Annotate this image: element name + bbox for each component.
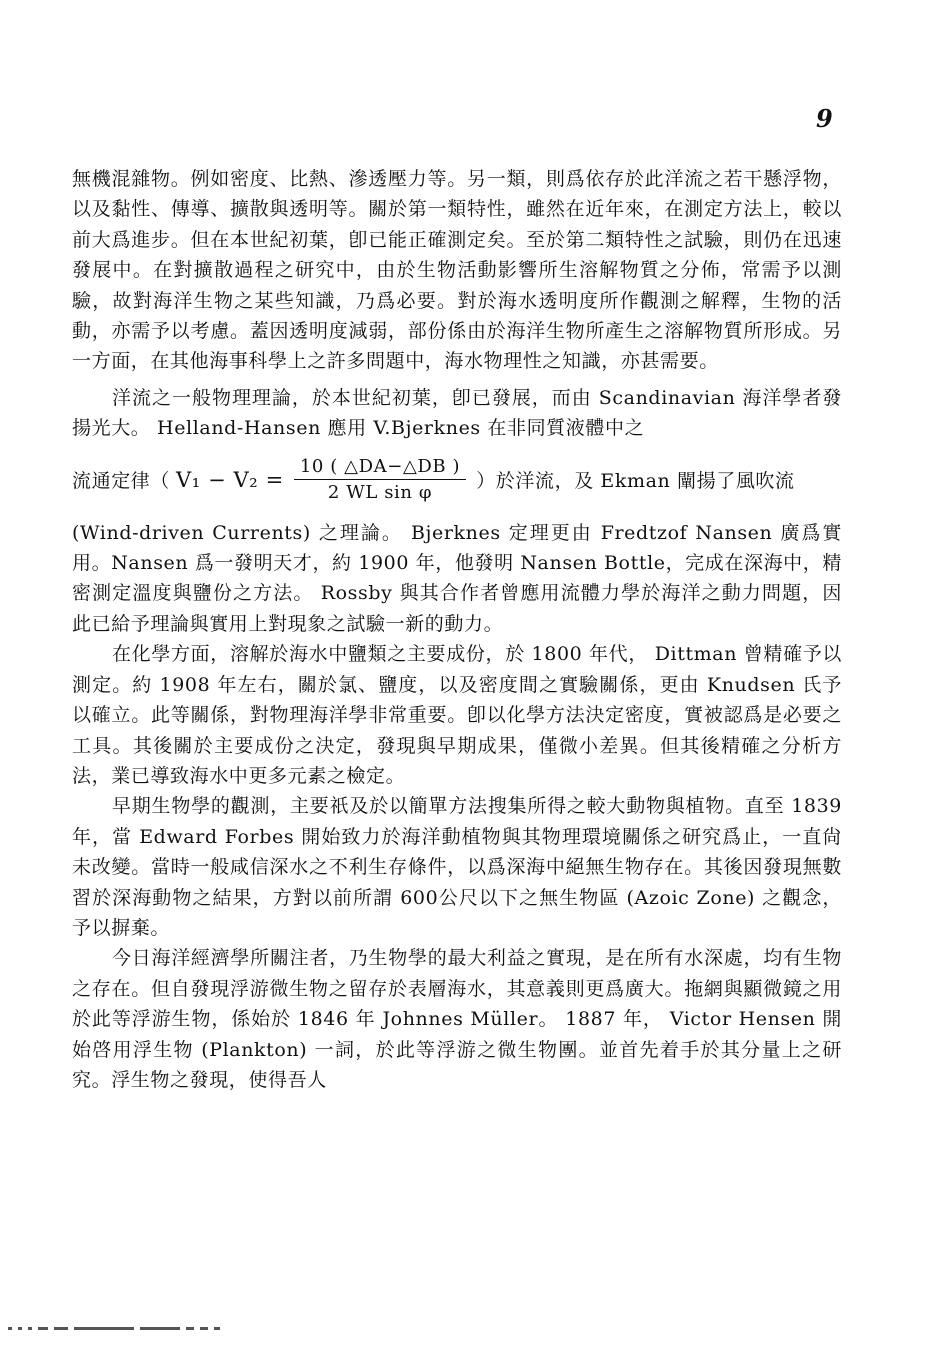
formula-text-before: 流通定律（ [72, 470, 171, 493]
scan-artifact [0, 1318, 360, 1326]
paragraph: 今日海洋經濟學所關注者，乃生物學的最大利益之實現，是在所有水深處，均有生物之存在。但自發現浮游微生物之留存於表層海水，其意義則更爲廣大。拖網與顯微鏡之用於此等浮游生物，係始於 1846 年 Johnnes Müller。 1887 年， Victor Hensen 開始啓用浮生物 (Plankton) 一詞，於此等浮游之微生物團。並首先着手於其分量上之研究。浮生物之發現，使得吾人 [72, 947, 842, 1091]
paragraph: 無機混雜物。例如密度、比熱、滲透壓力等。另一類，則爲依存於此洋流之若干懸浮物，以及黏性、傳導、擴散與透明等。關於第一類特性，雖然在近年來，在測定方法上，較以前大爲進步。但在本世紀初葉，卽已能正確測定矣。至於第二類特性之試驗，則仍在迅速發展中。在對擴散過程之研究中，由於生物活動影響所生溶解物質之分佈，常需予以測驗，故對海洋生物之某些知識，乃爲必要。對於海水透明度所作觀測之解釋，生物的活動，亦需予以考慮。蓋因透明度減弱，部份係由於海洋生物所產生之溶解物質所形成。另一方面，在其他海事科學上之許多問題中，海水物理性之知識，亦甚需要。 [72, 168, 842, 373]
formula-numerator: 10 ( △DA−△DB ) [294, 456, 466, 480]
paragraph: (Wind-driven Currents) 之理論。 Bjerknes 定理更由 Fredtzof Nansen 廣爲實用。Nansen 爲一發明天才，約 1900 年，他發明 Nansen Bottle，完成在深海中，精密測定溫度與鹽份之方法。 Rossby 與其合作者曾應用流體力學於海洋之動力問題，因此已給予理論與實用上對現象之試驗一新的動力。 [72, 521, 842, 635]
formula-text-after: ）於洋流，及 Ekman 闡揚了風吹流 [476, 470, 795, 493]
paragraph: 洋流之一般物理理論，於本世紀初葉，卽已發展，而由 Scandinavian 海洋學者發揚光大。 Helland-Hansen 應用 V.Bjerknes 在非同質液體中之 [72, 386, 842, 440]
paragraph: 早期生物學的觀測，主要祇及於以簡單方法搜集所得之較大動物與植物。直至 1839 年，當 Edward Forbes 開始致力於海洋動植物與其物理環境關係之研究爲止，一直尙未改變。當時一般咸信深水之不利生存條件，以爲深海中絕無生物存在。其後因發現無數習於深海動物之結果，方對以前所謂 600公尺以下之無生物區 (Azoic Zone) 之觀念，予以摒棄。 [72, 795, 842, 939]
formula-fraction [294, 456, 466, 503]
paragraph: 在化學方面，溶解於海水中鹽類之主要成份，於 1800 年代， Dittman 曾精確予以測定。約 1908 年左右，關於氯、鹽度，以及密度間之實驗關係，更由 Knudsen 氏予以確立。此等關係，對物理海洋學非常重要。卽以化學方法決定密度，實被認爲是必要之工具。其後關於主要成份之決定，發現與早期成果，僅微小差異。但其後精確之分析方法，業已導致海水中更多元素之檢定。 [72, 643, 842, 787]
formula-denominator: 2 WL sin φ [327, 482, 433, 504]
formula [176, 456, 470, 503]
formula-line [72, 448, 842, 512]
page-number: 9 [816, 104, 833, 133]
formula-lhs: V₁ − V₂ = [176, 467, 284, 492]
body-text [72, 164, 842, 1095]
